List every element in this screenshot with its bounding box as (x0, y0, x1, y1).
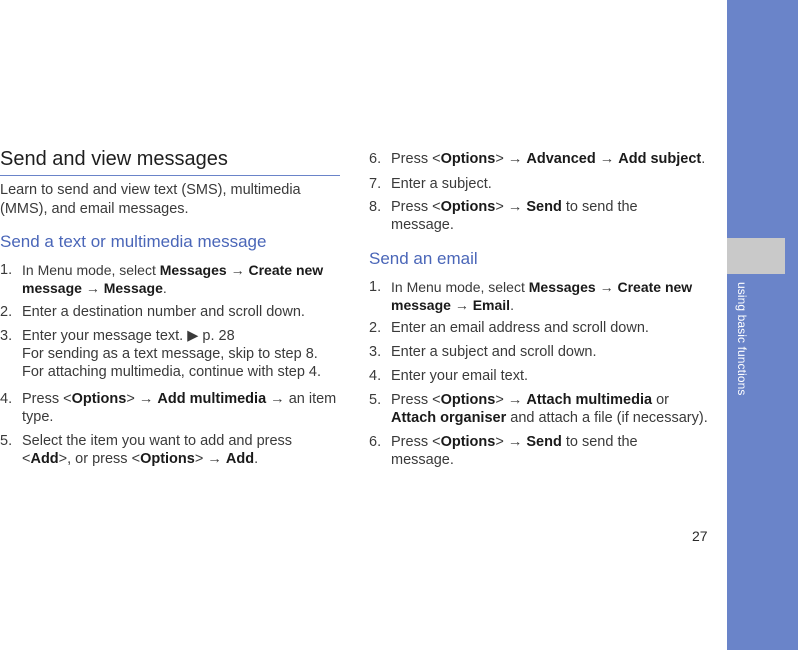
arrow-icon: → (599, 151, 615, 167)
arrow-icon: → (454, 297, 469, 313)
arrow-icon: → (599, 279, 614, 295)
arrow-icon: → (85, 280, 100, 296)
page-number: 27 (692, 528, 708, 544)
arrow-icon: → (207, 451, 222, 467)
arrow-icon: → (507, 392, 523, 408)
section-heading-send-email: Send an email (369, 249, 478, 268)
arrow-icon: → (507, 151, 523, 167)
sidebar-section-label: using basic functions (735, 282, 749, 396)
arrow-icon: → (507, 199, 523, 215)
arrow-icon: → (230, 262, 245, 278)
page-title: Send and view messages (0, 148, 340, 176)
arrow-icon: → (270, 391, 285, 407)
arrow-icon: → (507, 434, 523, 450)
arrow-icon: → (138, 391, 154, 407)
intro-paragraph: Learn to send and view text (SMS), multimedia (MMS), and email messages. (0, 182, 301, 217)
sidebar-tab-marker (727, 238, 785, 274)
section-heading-send-text: Send a text or multimedia message (0, 232, 267, 251)
